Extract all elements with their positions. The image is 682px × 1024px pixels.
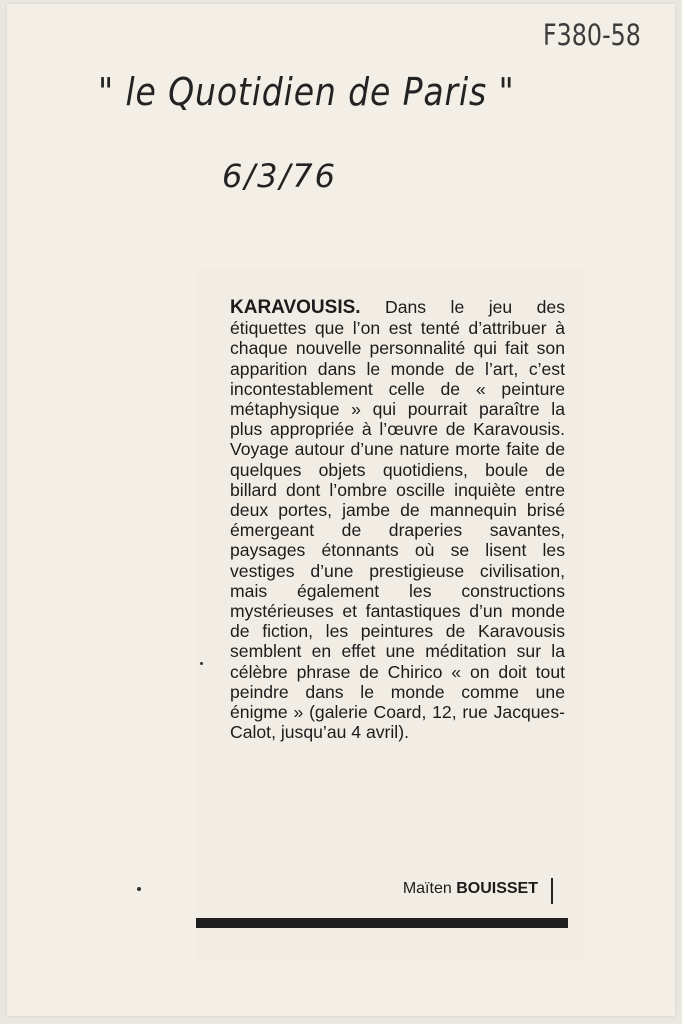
article-byline [358,880,538,898]
byline-first-name: Maïten [402,880,452,897]
paper-speck [200,662,203,665]
byline-last-name: BOUISSET [456,880,538,897]
archive-reference-number: F380-58 [543,18,641,52]
clipping-bottom-rule [196,918,568,928]
byline-column-mark [551,878,553,904]
handwritten-date: 6/3/76 [222,157,337,195]
paper-speck [137,887,141,891]
article-headword: KARAVOUSIS. [230,297,361,318]
article-body: Dans le jeu des étiquettes que l’on est tenté d’attribuer à chaque nouvelle personnalité qui fait son apparition dans le monde de l’art, c’est incontestablement celle de « peinture métaphysique » qui pourrait paraître la plus appropriée à l’œuvre de Karavousis. Voyage autour d’une nature morte faite de quelques objets quotidiens, boule de billard dont l’ombre oscille inquiète entre deux portes, jambe de mannequin brisé émergeant de draperies savantes, paysages étonnants où se lisent les vestiges d’une prestigieuse civilisation, mais également les constructions mystérieuses et fantastiques d’un monde de fiction, les peintures de Karavousis semblent en effet une méditation sur la célèbre phrase de Chirico « on doit tout peindre dans le monde comme une énigme » (galerie Coard, 12, rue Jacques-Calot, jusqu’au 4 avril). [230,297,566,743]
article-text [230,297,565,742]
handwritten-source-title: " le Quotidien de Paris " [98,70,515,114]
